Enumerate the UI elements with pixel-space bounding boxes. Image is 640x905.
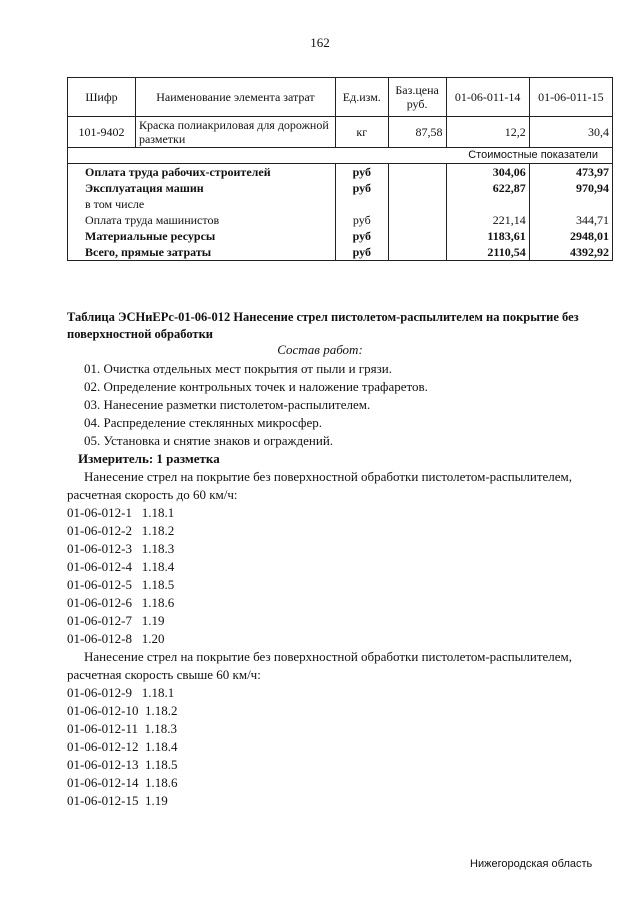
summary-row [68, 196, 613, 212]
summary-val2: 4392,92 [529, 244, 612, 261]
code-item: 01-06-012-14 1.18.6 [67, 775, 178, 790]
code-item: 01-06-012-5 1.18.5 [67, 577, 175, 592]
group1-description: Нанесение стрел на покрытие без поверхностной обработки пистолетом-распылителем, [84, 469, 573, 484]
summary-unit [335, 196, 388, 212]
summary-empty [388, 228, 446, 244]
summary-row [68, 228, 613, 244]
group2-description: Нанесение стрел на покрытие без поверхностной обработки пистолетом-распылителем, [84, 649, 573, 664]
summary-label: Оплата труда рабочих-строителей [68, 164, 336, 181]
code-item: 01-06-012-13 1.18.5 [67, 757, 178, 772]
group1-description-cont: расчетная скорость до 60 км/ч: [67, 487, 238, 502]
work-item: 03. Нанесение разметки пистолетом-распылителем. [84, 397, 371, 412]
code-item: 01-06-012-7 1.19 [67, 613, 165, 628]
summary-empty [388, 212, 446, 228]
code-item: 01-06-012-9 1.18.1 [67, 685, 175, 700]
section-label: Стоимостные показатели [68, 148, 613, 164]
header-col1: 01-06-011-14 [446, 78, 529, 117]
material-name [135, 117, 335, 148]
summary-row [68, 212, 613, 228]
summary-val2: 2948,01 [529, 228, 612, 244]
code-item: 01-06-012-6 1.18.6 [67, 595, 175, 610]
summary-val1: 1183,61 [446, 228, 529, 244]
header-code: Шифр [68, 78, 136, 117]
summary-val2: 970,94 [529, 180, 612, 196]
section-label-row [68, 148, 613, 164]
summary-row [68, 164, 613, 181]
summary-val2: 473,97 [529, 164, 612, 181]
summary-unit: руб [335, 164, 388, 181]
measure-unit: Измеритель: 1 разметка [78, 451, 220, 466]
summary-unit: руб [335, 228, 388, 244]
code-item: 01-06-012-4 1.18.4 [67, 559, 175, 574]
summary-unit: руб [335, 180, 388, 196]
code-item: 01-06-012-2 1.18.2 [67, 523, 175, 538]
material-name-line2: разметки [138, 132, 186, 146]
summary-label: в том числе [68, 196, 336, 212]
summary-empty [388, 244, 446, 261]
summary-label: Всего, прямые затраты [68, 244, 336, 261]
material-row [68, 117, 613, 148]
summary-val1 [446, 196, 529, 212]
summary-val2 [529, 196, 612, 212]
table-header-row [68, 78, 613, 117]
summary-empty [388, 180, 446, 196]
table-title: Таблица ЭСНиЕРс-01-06-012 Нанесение стрел пистолетом-распылителем на покрытие без поверхностной обработки [67, 310, 579, 341]
summary-val1: 622,87 [446, 180, 529, 196]
summary-row [68, 180, 613, 196]
summary-val1: 221,14 [446, 212, 529, 228]
header-col2: 01-06-011-15 [529, 78, 612, 117]
code-item: 01-06-012-11 1.18.3 [67, 721, 178, 736]
work-item: 05. Установка и снятие знаков и ограждений. [84, 433, 334, 448]
summary-val1: 304,06 [446, 164, 529, 181]
composition-heading: Состав работ: [277, 342, 363, 357]
header-unit: Ед.изм. [335, 78, 388, 117]
summary-label: Оплата труда машинистов [68, 212, 336, 228]
material-price: 87,58 [388, 117, 446, 148]
header-name: Наименование элемента затрат [135, 78, 335, 117]
material-unit: кг [335, 117, 388, 148]
code-item: 01-06-012-15 1.19 [67, 793, 168, 808]
group2-description-cont: расчетная скорость свыше 60 км/ч: [67, 667, 261, 682]
work-item: 04. Распределение стеклянных микросфер. [84, 415, 322, 430]
header-price: Баз.цена руб. [388, 78, 446, 117]
summary-row [68, 244, 613, 261]
code-item: 01-06-012-1 1.18.1 [67, 505, 175, 520]
material-code: 101-9402 [68, 117, 136, 148]
summary-empty [388, 196, 446, 212]
page-number: 162 [310, 35, 330, 50]
summary-label: Эксплуатация машин [68, 180, 336, 196]
material-name-line1: Краска полиакриловая для дорожной [138, 118, 329, 132]
footer-region: Нижегородская область [470, 858, 593, 870]
material-val1: 12,2 [446, 117, 529, 148]
code-item: 01-06-012-3 1.18.3 [67, 541, 175, 556]
cost-table [67, 77, 613, 261]
material-val2: 30,4 [529, 117, 612, 148]
work-item: 02. Определение контрольных точек и наложение трафаретов. [84, 379, 428, 394]
code-item: 01-06-012-10 1.18.2 [67, 703, 178, 718]
summary-label: Материальные ресурсы [68, 228, 336, 244]
summary-unit: руб [335, 244, 388, 261]
summary-val2: 344,71 [529, 212, 612, 228]
code-item: 01-06-012-12 1.18.4 [67, 739, 178, 754]
work-item: 01. Очистка отдельных мест покрытия от пыли и грязи. [84, 361, 392, 376]
code-item: 01-06-012-8 1.20 [67, 631, 165, 646]
summary-empty [388, 164, 446, 181]
summary-unit: руб [335, 212, 388, 228]
summary-val1: 2110,54 [446, 244, 529, 261]
